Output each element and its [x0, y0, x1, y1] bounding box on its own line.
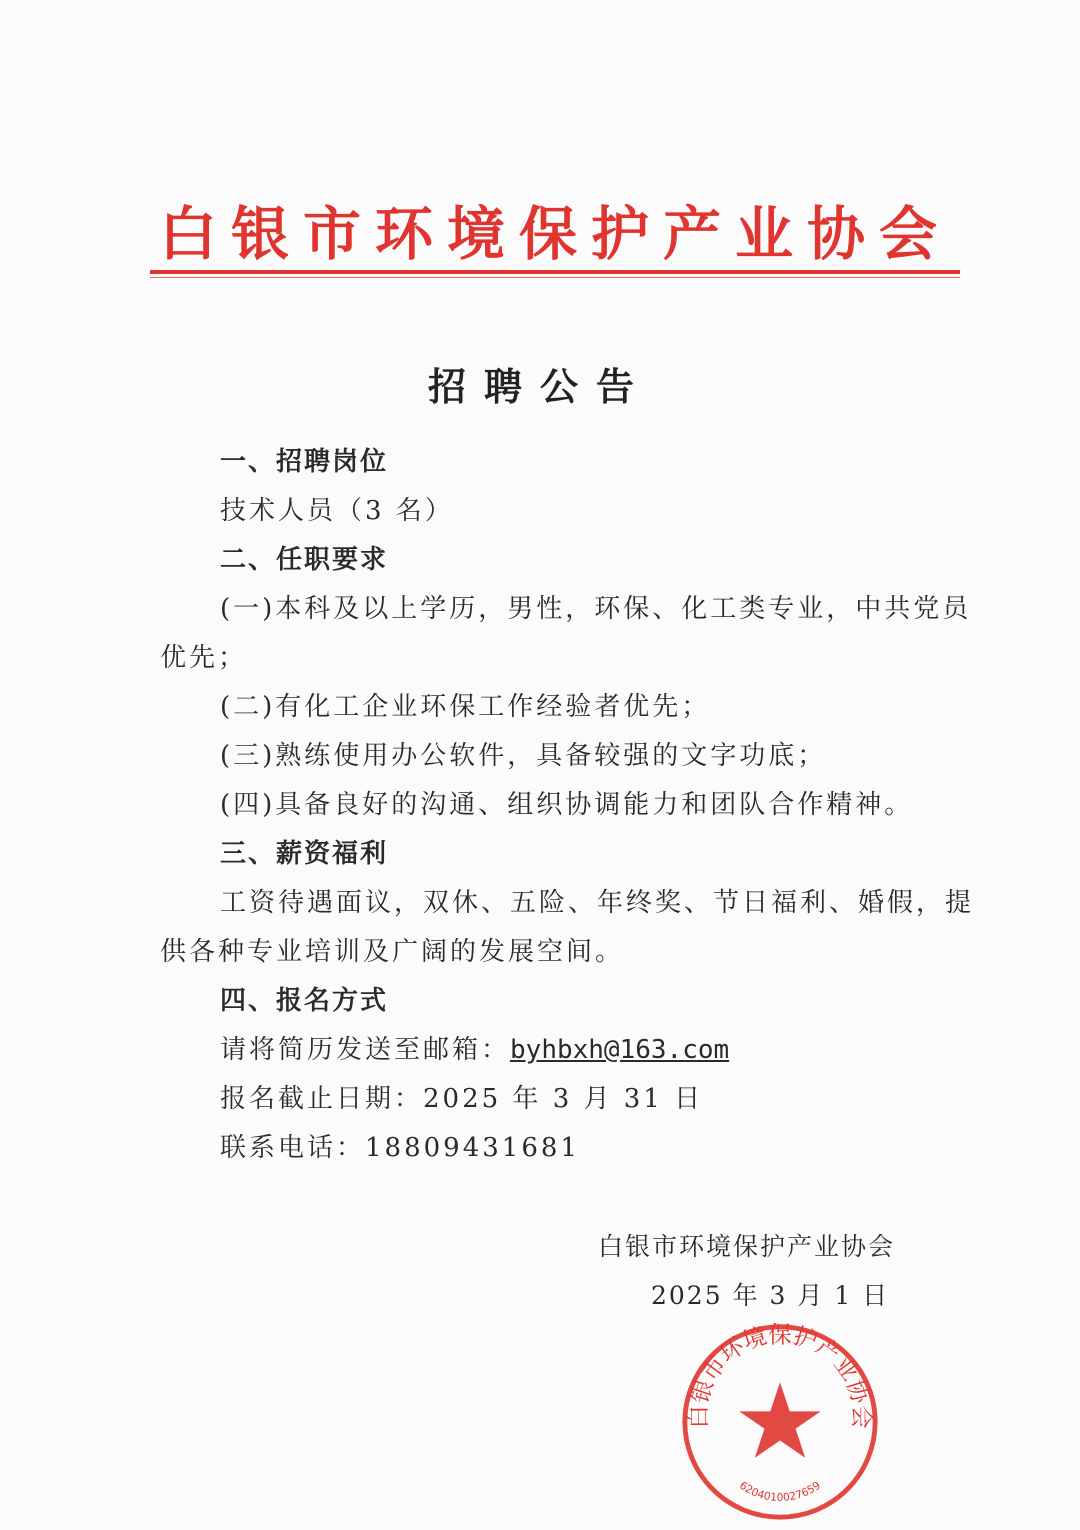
body-line: 供各种专业培训及广阔的发展空间。 [160, 937, 625, 967]
section-heading: 一、招聘岗位 [220, 447, 389, 477]
section-heading: 三、薪资福利 [220, 839, 389, 869]
body-line: 工资待遇面议，双休、五险、年终奖、节日福利、婚假，提 [220, 888, 975, 918]
letterhead-rule-thin [150, 277, 960, 278]
document-title: 招聘公告 [427, 364, 652, 409]
section-heading: 四、报名方式 [220, 986, 389, 1016]
body-line: 技术人员（3 名） [220, 496, 454, 526]
body-line: (三)熟练使用办公软件，具备较强的文字功底； [220, 741, 827, 771]
seal-code: 6204010027659 [737, 1478, 823, 1504]
letterhead-rule [150, 270, 960, 274]
phone-line: 联系电话：18809431681 [220, 1133, 580, 1163]
section-heading: 二、任职要求 [220, 545, 389, 575]
letterhead-org-name: 白银市环境保护产业协会 [158, 200, 951, 268]
seal-text: 白银市环境保护产业协会 [685, 1322, 875, 1429]
email-line [220, 1033, 729, 1067]
body-line: (四)具备良好的沟通、组织协调能力和团队合作精神。 [220, 790, 914, 820]
email-link[interactable]: byhbxh@163.com [510, 1035, 730, 1065]
signature-date: 2025 年 3 月 1 日 [651, 1281, 890, 1310]
svg-text:6204010027659 [737, 1479, 823, 1504]
body-line: (一)本科及以上学历，男性，环保、化工类专业，中共党员 [220, 594, 972, 624]
seal-star-icon [739, 1382, 821, 1458]
deadline-line: 报名截止日期：2025 年 3 月 31 日 [220, 1084, 704, 1114]
body-line: (二)有化工企业环保工作经验者优先； [220, 692, 711, 722]
body-line: 优先； [160, 643, 248, 673]
email-label: 请将简历发送至邮箱： [220, 1035, 511, 1065]
signature-org: 白银市环境保护产业协会 [598, 1232, 896, 1261]
official-seal [680, 1322, 880, 1522]
